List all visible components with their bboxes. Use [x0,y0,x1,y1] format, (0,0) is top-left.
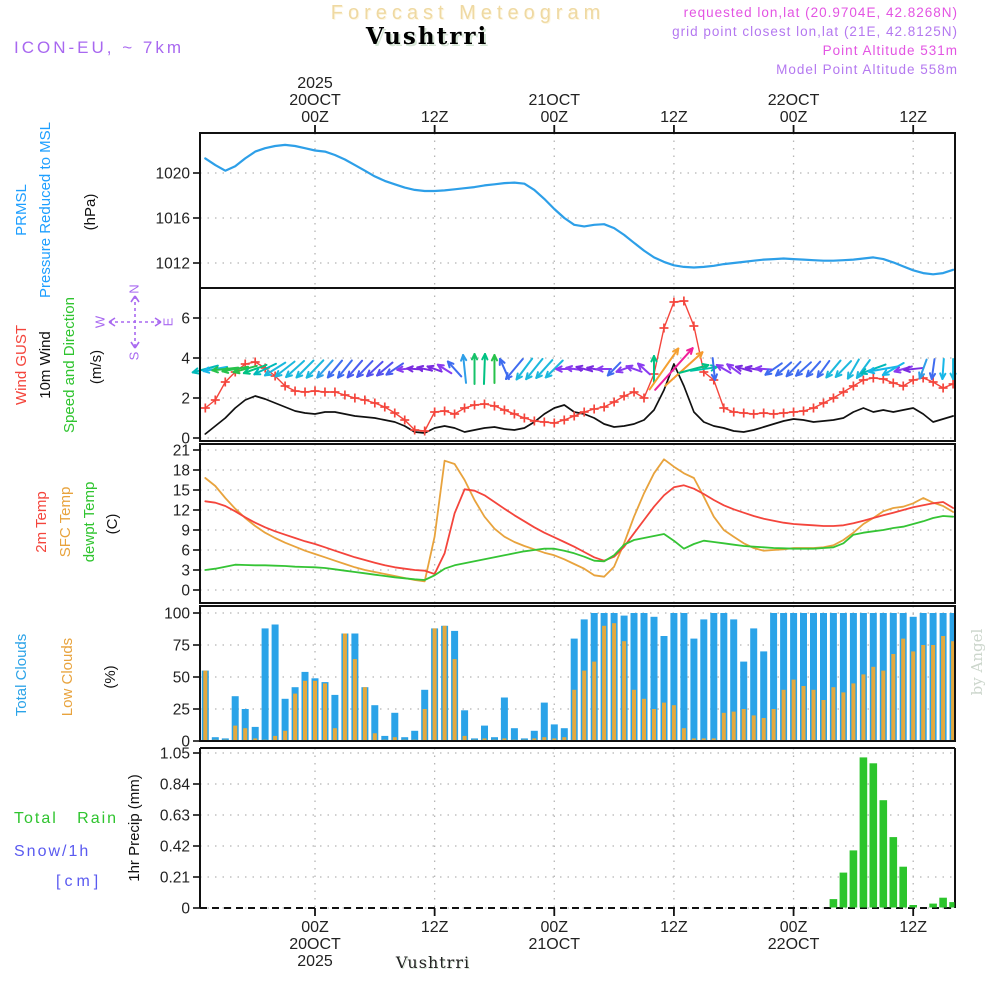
grid-point-lonlat: grid point closest lon,lat (21E, 42.8125N) [672,24,958,39]
y-tick-label: 0 [181,900,190,918]
model-point-altitude: Model Point Altitude 558m [776,62,958,77]
y-tick-label: 0.21 [159,869,190,887]
pressure-line [205,145,953,274]
y-tick-label: 0.42 [159,838,190,856]
y-tick-label: 0.84 [159,776,190,794]
cloud-bars [202,613,957,741]
clouds-yticks [164,606,200,751]
y-tick-label: 0 [181,733,190,751]
bottom-hour-label: 00Z [540,919,569,936]
x-axis-labels [289,75,927,970]
y-tick-label: 2 [181,390,190,408]
y-tick-label: 1012 [155,255,190,273]
temp-2m-label: 2m Temp [32,491,50,553]
temp-dewpoint-label: dewpt Temp [80,481,98,563]
y-tick-label: 0 [181,582,190,600]
location-info [672,3,958,79]
y-tick-label: 6 [181,310,190,328]
station-title: Vushtrri [365,23,489,50]
pressure-label-short: PRMSL [12,184,30,236]
top-date-label: 20OCT [289,92,341,109]
bottom-hour-label: 12Z [899,919,927,936]
y-tick-label: 12 [172,502,190,520]
bottom-date-label: 21OCT [528,936,581,953]
y-tick-label: 1.05 [159,745,190,763]
top-year-label: 2025 [297,75,333,92]
wind-yticks [181,311,200,448]
wind-10m-label: 10m Wind [36,331,54,399]
compass-e: E [160,317,176,327]
footer-station: Vushtrri [395,953,471,972]
compass-s: S [126,351,142,361]
top-date-label: 22OCT [767,92,820,109]
temp-lines [205,459,953,581]
wind-gust-label: Wind GUST [12,324,30,406]
pressure-grid [200,133,955,288]
precip-yticks [160,746,200,918]
y-tick-label: 4 [181,350,190,368]
top-hour-label: 12Z [899,109,927,126]
y-tick-label: 6 [181,542,190,560]
model-label: ICON-EU, ~ 7km [14,38,184,57]
bottom-hour-label: 00Z [301,919,329,936]
bottom-hour-label: 12Z [660,919,688,936]
requested-lonlat: requested lon,lat (20.9704E, 42.8268N) [683,5,958,20]
y-tick-label: 1016 [155,210,190,228]
watermark: by Angel [967,628,986,696]
y-tick-label: 0.63 [159,807,190,825]
clouds-units: (%) [101,665,119,689]
temp-frame [200,444,955,603]
pressure-yticks [156,166,200,273]
wind-units: (m/s) [87,349,105,385]
temp-units: (C) [103,513,121,535]
compass-n: N [126,284,142,294]
precip-bars [830,757,957,908]
y-tick-label: 100 [164,605,190,623]
temp-sfc-line [205,459,953,581]
y-tick-label: 21 [172,442,190,460]
top-hour-label: 00Z [301,109,329,126]
temp-yticks [173,443,200,600]
pressure-units: (hPa) [81,193,99,231]
y-tick-label: 15 [172,482,190,500]
top-hour-label: 00Z [779,109,808,126]
pressure-frame [200,133,955,288]
y-tick-label: 3 [181,562,190,580]
y-tick-label: 1020 [155,165,190,183]
precip-axis-label: 1hr Precip (mm) [125,774,143,882]
top-hour-label: 12Z [660,109,688,126]
bottom-date-label: 20OCT [289,936,341,953]
total-clouds-label: Total Clouds [12,633,30,717]
top-hour-label: 12Z [420,109,449,126]
temp-grid [200,444,955,603]
y-tick-label: 18 [172,462,190,480]
snow-units: [cm] [56,873,103,890]
bottom-hour-label: 12Z [420,919,449,936]
bottom-hour-label: 00Z [779,919,808,936]
bottom-date-label: 22OCT [767,936,820,953]
top-date-label: 21OCT [528,92,581,109]
compass-w: W [92,315,108,329]
y-tick-label: 9 [181,522,190,540]
bottom-year-label: 2025 [297,953,333,970]
low-clouds-label: Low Clouds [58,637,76,717]
y-tick-label: 25 [172,701,190,719]
wind-direction-label: Speed and Direction [60,297,78,433]
snow-label: Snow/1h [14,843,91,860]
wind-compass [92,284,175,360]
y-tick-label: 0 [181,430,190,448]
page-title: Forecast Meteogram [330,2,606,24]
y-tick-label: 50 [172,669,190,687]
top-hour-label: 00Z [540,109,569,126]
total-rain-label: Total Rain [14,810,119,827]
y-tick-label: 75 [172,637,190,655]
point-altitude: Point Altitude 531m [822,43,958,58]
temp-2m-line [205,485,953,574]
temp-sfc-label: SFC Temp [56,486,74,558]
pressure-label-long: Pressure Reduced to MSL [36,122,54,298]
wind-direction-arrows [193,348,956,390]
